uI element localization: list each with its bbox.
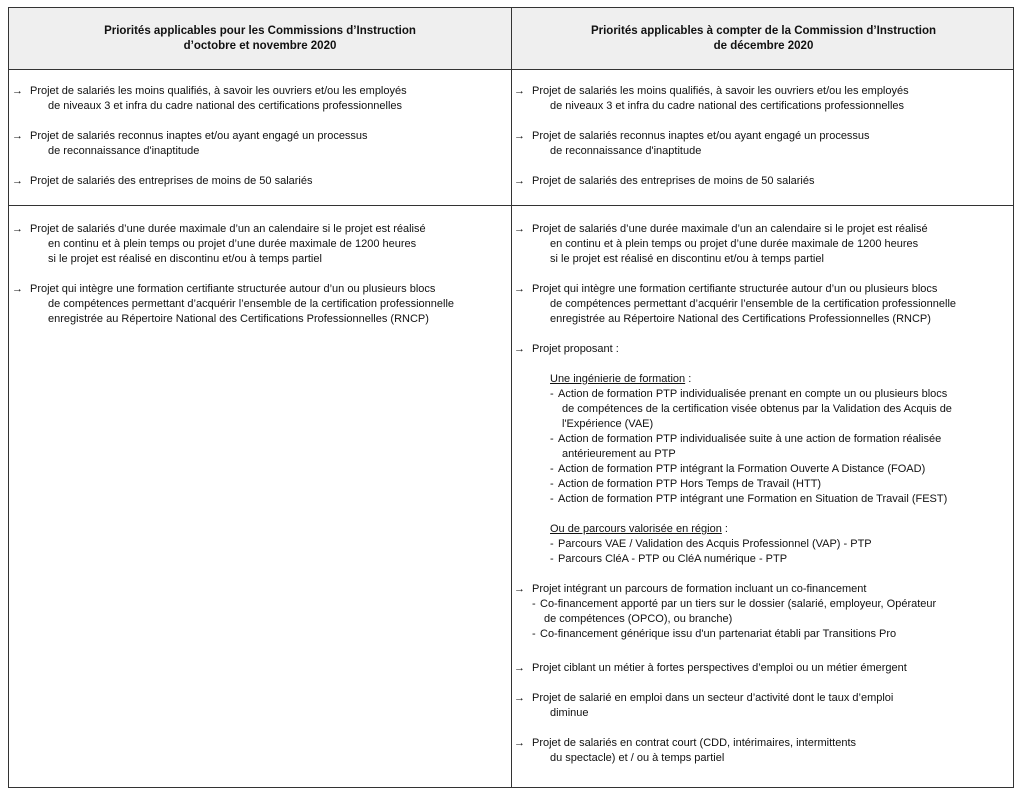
arrow-icon: → bbox=[12, 283, 23, 295]
cofinancement-list bbox=[532, 597, 1009, 642]
sub-item: - Parcours VAE / Validation des Acquis Professionnel (VAP) - PTP bbox=[550, 538, 872, 550]
arrow-icon: → bbox=[514, 737, 525, 749]
arrow-icon: → bbox=[514, 662, 525, 674]
ingenierie-heading: Une ingénierie de formation : bbox=[550, 373, 692, 385]
row1-right-cell bbox=[514, 84, 1009, 204]
sub-item: - Action de formation PTP individualisée prenant en compte un ou plusieurs blocs de compétences de la certification visée obtenus par la Validation des Acquis de l'Expérience (VAE) bbox=[550, 388, 952, 430]
row-divider-1 bbox=[9, 205, 1013, 206]
list-item: → Projet de salariés d’une durée maximale d’un an calendaire si le projet est réalisé en continu et à plein temps ou projet d’une durée maximale de 1200 heures si le projet est réalisé en discontinu et/ou à temps partiel bbox=[12, 223, 426, 265]
sub-item: - Co-financement apporté par un tiers sur le dossier (salarié, employeur, Opérateur de compétences (OPCO), ou branche) bbox=[532, 598, 937, 625]
arrow-icon: → bbox=[514, 130, 525, 142]
header-right-line1: Priorités applicables à compter de la Commission d’Instruction bbox=[590, 25, 937, 37]
parcours-heading: Ou de parcours valorisée en région : bbox=[550, 523, 728, 535]
sub-item: - Parcours CléA - PTP ou CléA numérique - PTP bbox=[550, 553, 788, 565]
list-item: → Projet de salariés reconnus inaptes et/ou ayant engagé un processus de reconnaissance d'inaptitude bbox=[514, 130, 870, 157]
parcours-list bbox=[532, 537, 1009, 567]
arrow-icon: → bbox=[514, 85, 525, 97]
list-item: → Projet de salariés des entreprises de moins de 50 salariés bbox=[12, 175, 313, 187]
header-right bbox=[512, 24, 1015, 64]
row1-left-cell bbox=[12, 84, 502, 204]
row-divider-header bbox=[9, 69, 1013, 70]
ingenierie-list bbox=[532, 387, 1009, 507]
header-right-line2: de décembre 2020 bbox=[713, 40, 814, 52]
list-item: → Projet de salariés d’une durée maximale d’un an calendaire si le projet est réalisé en continu et à plein temps ou projet d’une durée maximale de 1200 heures si le projet est réalisé en discontinu et/ou à temps partiel bbox=[514, 223, 928, 265]
list-item: → Projet proposant : Une ingénierie de formation : - Action de formation PTP individualisée prenant en compte un ou plusieurs blocs de compétences de la certification visée obtenus par la Validation des Acquis de l'Expérience (VAE) - Action de formation PTP individualisée suite à une action de formation réalisée antérieurement au PTP - Action de formation PTP intégrant la Formation Ouverte A Distance (FOAD) - Action de formation PTP Hors Temps de Travail (HTT) - Action de formation PTP intégrant une Formation en Situation de Travail (FEST) Ou de parcours valorisée en région : - Parcours VAE / Validation des Acquis Professionnel (VAP) - PTP - Parcours CléA - PTP ou CléA numérique - PTP bbox=[514, 342, 1009, 567]
arrow-icon: → bbox=[12, 130, 23, 142]
arrow-icon: → bbox=[514, 343, 525, 355]
list-item: → Projet ciblant un métier à fortes perspectives d’emploi ou un métier émergent bbox=[514, 662, 907, 674]
header-left-line1: Priorités applicables pour les Commissions d’Instruction bbox=[104, 25, 416, 37]
list-item: → Projet de salariés des entreprises de moins de 50 salariés bbox=[514, 175, 815, 187]
arrow-icon: → bbox=[514, 692, 525, 704]
list-item: → Projet de salariés les moins qualifiés, à savoir les ouvriers et/ou les employés de niveaux 3 et infra du cadre national des certifications professionnelles bbox=[514, 85, 909, 112]
arrow-icon: → bbox=[12, 85, 23, 97]
arrow-icon: → bbox=[12, 175, 23, 187]
arrow-icon: → bbox=[514, 223, 525, 235]
list-item: → Projet qui intègre une formation certifiante structurée autour d’un ou plusieurs blocs de compétences permettant d’acquérir l’ensemble de la certification professionnelle enregistrée au Répertoire National des Certifications Professionnelles (RNCP) bbox=[12, 283, 455, 325]
arrow-icon: → bbox=[12, 223, 23, 235]
list-item: → Projet de salariés reconnus inaptes et/ou ayant engagé un processus de reconnaissance d'inaptitude bbox=[12, 130, 368, 157]
sub-item: - Action de formation PTP Hors Temps de Travail (HTT) bbox=[550, 478, 822, 490]
sub-item: - Action de formation PTP individualisée suite à une action de formation réalisée antérieurement au PTP bbox=[550, 433, 942, 460]
list-item: → Projet de salariés en contrat court (CDD, intérimaires, intermittents du spectacle) et / ou à temps partiel bbox=[514, 737, 857, 764]
header-left-line2: d’octobre et novembre 2020 bbox=[183, 40, 337, 52]
arrow-icon: → bbox=[514, 175, 525, 187]
column-divider bbox=[511, 8, 512, 787]
row2-left-cell bbox=[12, 222, 502, 342]
sub-item: - Action de formation PTP intégrant la Formation Ouverte A Distance (FOAD) bbox=[550, 463, 926, 475]
priorities-table bbox=[8, 7, 1014, 788]
row2-right-cell bbox=[514, 222, 1009, 781]
list-item: → Projet intégrant un parcours de formation incluant un co-financement - Co-financement apporté par un tiers sur le dossier (salarié, employeur, Opérateur de compétences (OPCO), ou branche) - Co-financement générique issu d'un partenariat établi par Transitions Pro bbox=[514, 582, 1009, 642]
header-left bbox=[9, 24, 511, 64]
arrow-icon: → bbox=[514, 283, 525, 295]
arrow-icon: → bbox=[514, 583, 525, 595]
list-item: → Projet de salarié en emploi dans un secteur d’activité dont le taux d’emploi diminue bbox=[514, 692, 894, 719]
sub-item: - Co-financement générique issu d'un partenariat établi par Transitions Pro bbox=[532, 628, 897, 640]
list-item: → Projet qui intègre une formation certifiante structurée autour d’un ou plusieurs blocs de compétences permettant d’acquérir l’ensemble de la certification professionnelle enregistrée au Répertoire National des Certifications Professionnelles (RNCP) bbox=[514, 283, 957, 325]
sub-item: - Action de formation PTP intégrant une Formation en Situation de Travail (FEST) bbox=[550, 493, 948, 505]
list-item: → Projet de salariés les moins qualifiés, à savoir les ouvriers et/ou les employés de niveaux 3 et infra du cadre national des certifications professionnelles bbox=[12, 85, 407, 112]
